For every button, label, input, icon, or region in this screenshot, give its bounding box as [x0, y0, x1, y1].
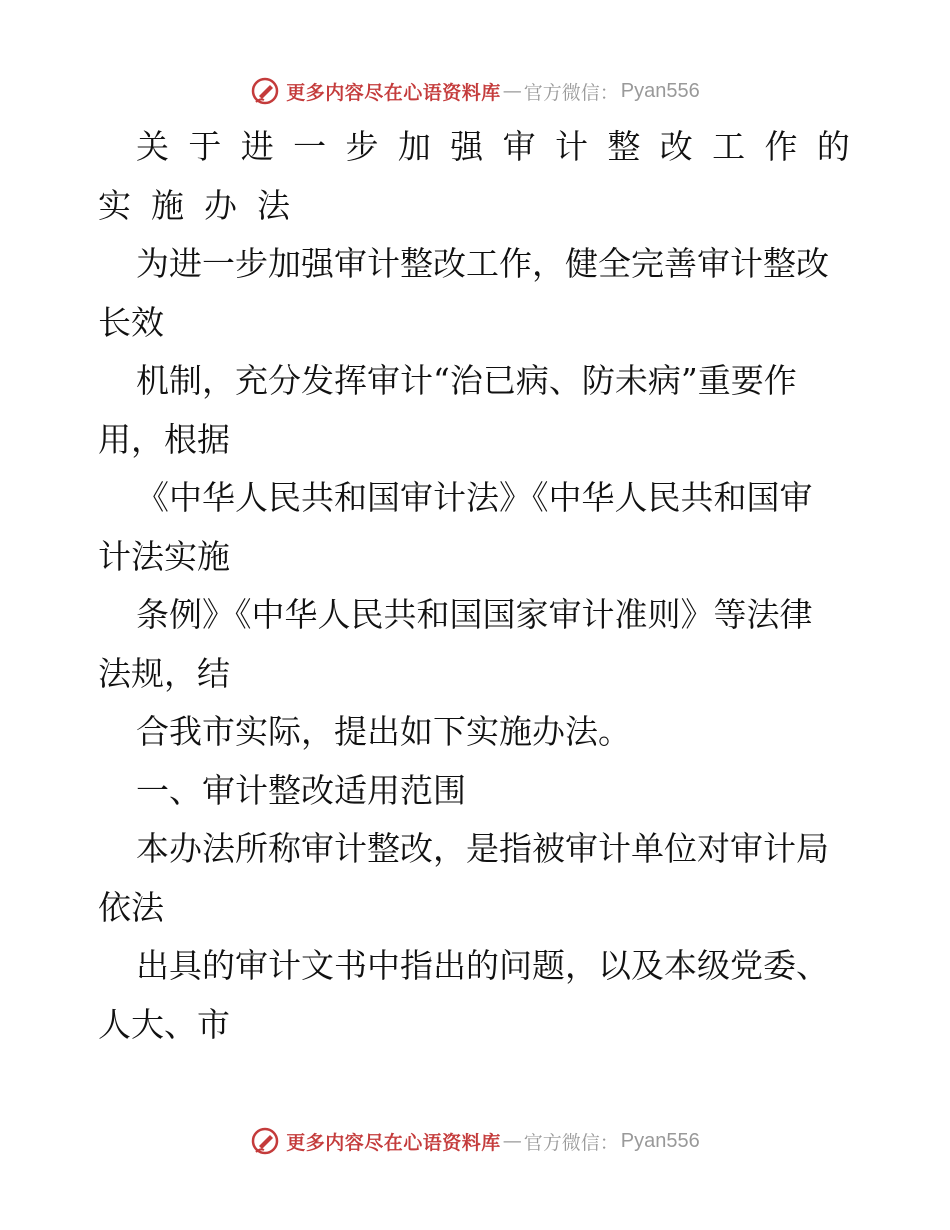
watermark-account: Pyan556: [620, 79, 700, 102]
title-char: 计: [555, 127, 588, 166]
title-char: 审: [502, 127, 536, 166]
pen-seal-logo-icon: [250, 76, 280, 106]
footer-watermark: [0, 1124, 950, 1158]
title-char: 步: [345, 127, 379, 166]
body-line: 依法: [98, 887, 164, 927]
watermark-main-text: 更多内容尽在心语资料库: [286, 1131, 501, 1154]
watermark-dash: —: [502, 80, 522, 102]
title-char: 进: [240, 127, 274, 166]
document-title-line1: [98, 118, 850, 177]
title-char: 一: [293, 127, 327, 166]
body-line: 本办法所称审计整改，是指被审计单位对审计局: [136, 829, 829, 868]
title-char: 关: [136, 127, 169, 166]
title-char: 整: [607, 127, 641, 166]
title-char: 作: [764, 127, 798, 166]
body-line: 机制，充分发挥审计“治已病、防未病”重要作: [136, 361, 797, 400]
watermark-secondary-text: 官方微信：: [523, 1131, 619, 1154]
body-line: 出具的审计文书中指出的问题，以及本级党委、: [136, 946, 829, 985]
body-line: 合我市实际，提出如下实施办法。: [136, 712, 631, 751]
document-title-line2: 实施办法: [98, 185, 310, 225]
title-char: 强: [450, 127, 484, 166]
body-line: 长效: [98, 302, 164, 342]
title-char: 的: [816, 127, 850, 166]
document-body: [98, 118, 850, 1054]
watermark-dash: —: [502, 1130, 522, 1152]
body-line: 用，根据: [98, 419, 230, 459]
section-heading: 一、审计整改适用范围: [136, 770, 466, 810]
watermark-secondary-text: 官方微信：: [523, 81, 619, 104]
body-line: 法规，结: [98, 653, 230, 693]
body-line: 为进一步加强审计整改工作，健全完善审计整改: [136, 244, 829, 283]
body-line: 条例》《中华人民共和国国家审计准则》等法律: [136, 595, 813, 634]
pen-seal-logo-icon: [250, 1126, 280, 1156]
body-line: 计法实施: [98, 536, 230, 576]
watermark-main-text: 更多内容尽在心语资料库: [286, 81, 501, 104]
watermark-account: Pyan556: [620, 1129, 700, 1152]
header-watermark: [0, 74, 950, 108]
body-line: 《中华人民共和国审计法》《中华人民共和国审: [136, 478, 813, 517]
title-char: 工: [712, 127, 746, 166]
body-line: 人大、市: [98, 1004, 230, 1044]
title-char: 加: [397, 127, 431, 166]
title-char: 改: [659, 127, 693, 166]
title-char: 于: [188, 127, 222, 166]
